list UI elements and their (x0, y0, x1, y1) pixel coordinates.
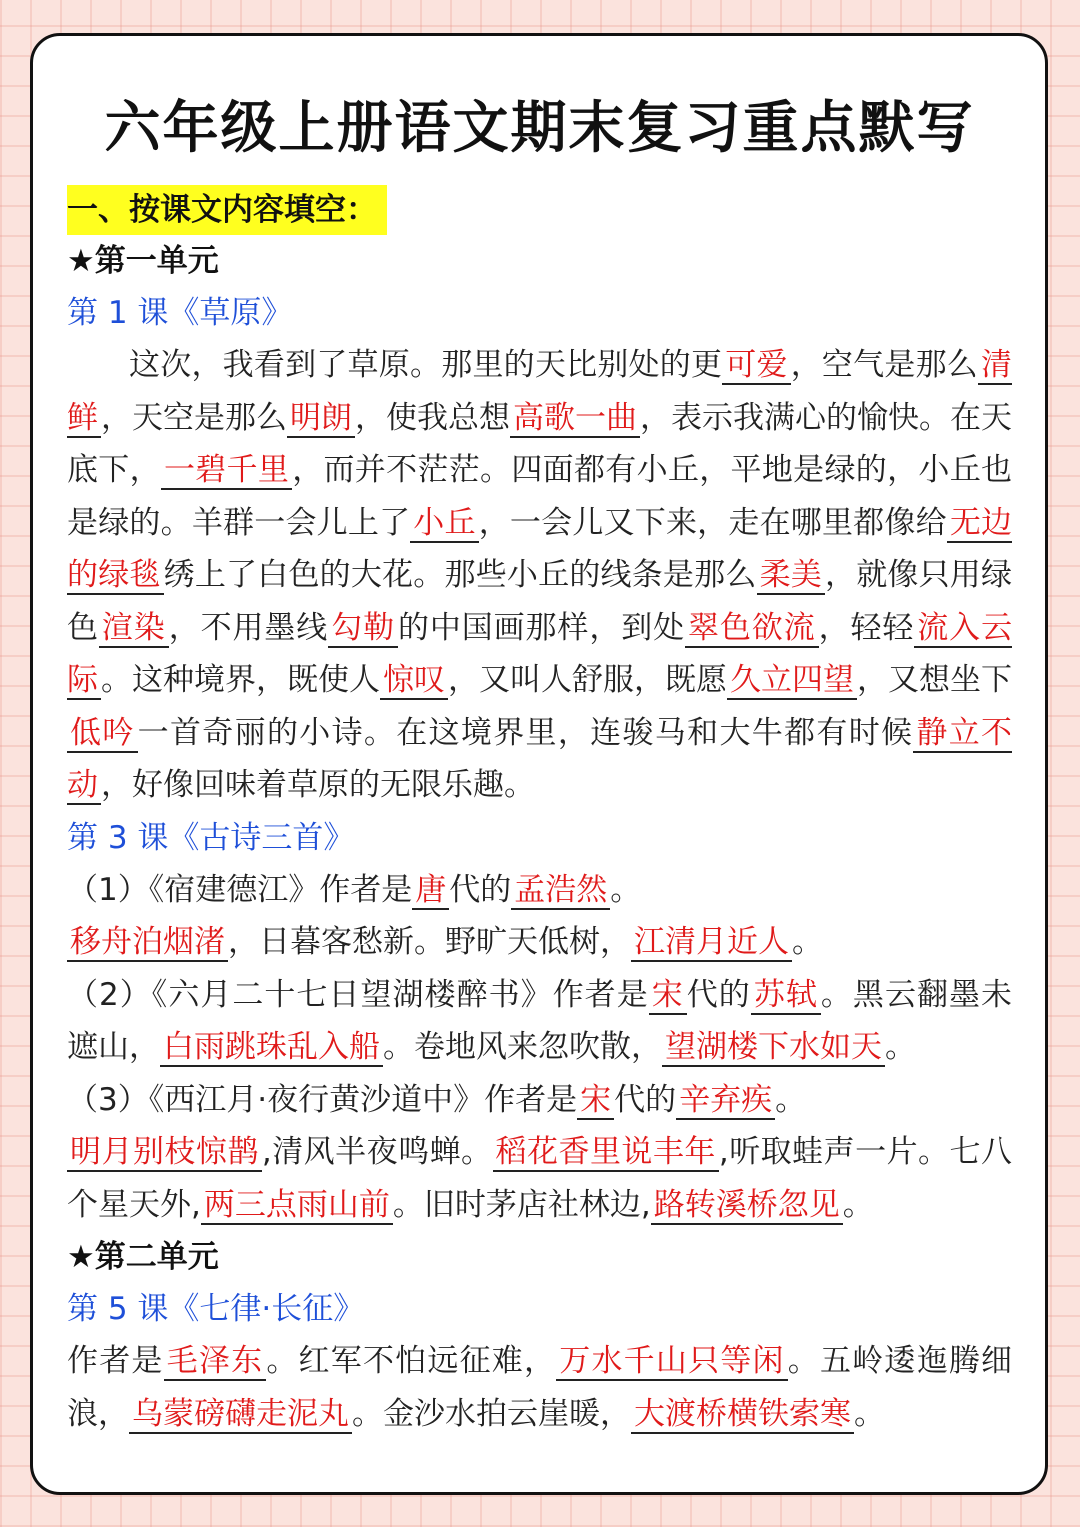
worksheet-card (30, 33, 1048, 1495)
answer-blank: 久立四望 (727, 662, 857, 700)
passage-text: 。卷地风来忽吹散， (383, 1029, 662, 1065)
passage-text: ，表示我满心的愉快。在天底下， (67, 399, 1012, 488)
poem-2 (67, 969, 1012, 1074)
passage-text: ，一会儿又下来，走在哪里都像给 (478, 504, 947, 541)
passage-text: 代的 (686, 976, 751, 1013)
answer-blank: 高歌一曲 (510, 400, 640, 438)
answer-blank: 流入云际 (67, 609, 1013, 698)
answer-blank: 移舟泊烟渚 (67, 924, 228, 962)
answer-blank: 两三点雨山前 (201, 1187, 393, 1225)
answer-blank: 孟浩然 (511, 872, 610, 910)
answer-blank: 无边的绿毯 (67, 504, 1013, 593)
passage-text: 。红军不怕远征难， (266, 1343, 557, 1379)
passage-text: 。黑云翻墨未遮山， (67, 976, 1013, 1065)
answer-blank: 毛泽东 (164, 1343, 267, 1381)
answer-blank: 稻花香里说丰年 (493, 1134, 719, 1172)
passage-text: 。 (792, 924, 823, 960)
passage-text: （1）《宿建德江》作者是 (67, 871, 413, 908)
poem-3-text (67, 1126, 1012, 1231)
passage-text: ，天空是那么 (101, 399, 287, 436)
poem-1-info (67, 864, 1012, 917)
answer-blank: 辛弃疾 (676, 1082, 775, 1120)
answer-blank: 白雨跳珠乱入船 (160, 1029, 383, 1067)
unit-heading-2: ★第二单元 (67, 1239, 219, 1275)
passage-text: ，不用墨线 (168, 609, 329, 646)
passage-text: 一首奇丽的小诗。在这境界里，连骏马和大牛都有时候 (137, 714, 914, 751)
passage-text: 这次，我看到了草原。那里的天比别处的更 (129, 347, 723, 383)
answer-blank: 苏轼 (751, 977, 821, 1015)
unit-heading-1: ★第一单元 (67, 243, 219, 279)
answer-blank: 宋 (577, 1082, 614, 1120)
answer-blank: 唐 (412, 872, 449, 910)
section-heading: 一、按课文内容填空： (67, 185, 387, 235)
page-title: 六年级上册语文期末复习重点默写 (104, 95, 975, 161)
passage-text: ，而并不茫茫。四面都有小丘，平地是绿的，小丘也是绿的。羊群一会儿上了 (67, 452, 1013, 541)
passage-text: ,清风半夜鸣蝉。 (261, 1134, 493, 1170)
answer-blank: 明朗 (287, 400, 355, 438)
lesson-title-5: 第 5 课《七律·长征》 (67, 1291, 365, 1327)
answer-blank: 乌蒙磅礴走泥丸 (129, 1396, 352, 1434)
lesson-title-1: 第 1 课《草原》 (67, 295, 293, 331)
answer-blank: 柔美 (757, 557, 825, 595)
passage-text: 代的 (614, 1081, 677, 1118)
passage-text: 作者是 (67, 1343, 164, 1379)
passage-text: 。 (842, 1186, 874, 1223)
passage-text: ，就像只用绿色 (67, 557, 1013, 646)
passage-text: ，好像回味着草原的无限乐趣。 (101, 767, 535, 803)
answer-blank: 明月别枝惊鹊 (67, 1134, 262, 1172)
passage-text: 的中国画那样，到处 (397, 609, 686, 646)
passage-text: ，使我总想 (355, 399, 510, 436)
answer-blank: 勾勒 (328, 610, 398, 648)
passage-text: 代的 (449, 871, 512, 908)
passage-text: ，轻轻 (818, 609, 915, 646)
answer-blank: 江清月近人 (631, 924, 792, 962)
passage-text: 。旧时茅店社林边, (392, 1186, 651, 1223)
answer-blank: 可爱 (722, 347, 790, 385)
grassland-passage (67, 339, 1012, 812)
answer-blank: 惊叹 (380, 662, 448, 700)
poem-1-text (67, 916, 1012, 969)
passage-text: 。金沙水拍云崖暖， (352, 1395, 631, 1432)
answer-blank: 路转溪桥忽见 (651, 1187, 843, 1225)
passage-text: （3）《西江月·夜行黄沙道中》作者是 (67, 1081, 578, 1118)
passage-text: 。 (775, 1081, 807, 1118)
answer-blank: 低吟 (67, 715, 138, 753)
answer-blank: 渲染 (99, 610, 169, 648)
answer-blank: 小丘 (410, 505, 478, 543)
answer-blank: 清鲜 (67, 347, 1013, 436)
passage-text: ，空气是那么 (790, 347, 979, 383)
lesson-title-3: 第 3 课《古诗三首》 (67, 819, 355, 856)
passage-text: ，又叫人舒服，既愿 (448, 662, 727, 698)
answer-blank: 万水千山只等闲 (556, 1343, 788, 1381)
answer-blank: 静立不动 (67, 714, 1013, 803)
passage-text: （2）《六月二十七日望湖楼醉书》作者是 (67, 976, 649, 1013)
poem-3-info (67, 1074, 1012, 1127)
passage-text: ，又想坐下 (857, 662, 1012, 698)
passage-text: ，日暮客愁新。野旷天低树， (228, 924, 631, 960)
answer-blank: 翠色欲流 (685, 610, 819, 648)
passage-text: 。这种境界，既使人 (101, 662, 380, 698)
answer-blank: 望湖楼下水如天 (662, 1029, 885, 1067)
answer-blank: 大渡桥横铁索寒 (631, 1396, 854, 1434)
passage-text: 。 (885, 1029, 916, 1065)
long-march-poem (67, 1335, 1012, 1440)
passage-text: 。 (610, 871, 642, 908)
passage-text: 绣上了白色的大花。那些小丘的线条是那么 (163, 557, 757, 593)
passage-text: ,听取蛙声一片。七八个星天外, (67, 1134, 1013, 1223)
answer-blank: 一碧千里 (161, 452, 292, 490)
passage-text: 。 (854, 1395, 885, 1432)
answer-blank: 宋 (649, 977, 687, 1015)
passage-text: 。五岭逶迤腾细浪， (67, 1343, 1013, 1432)
